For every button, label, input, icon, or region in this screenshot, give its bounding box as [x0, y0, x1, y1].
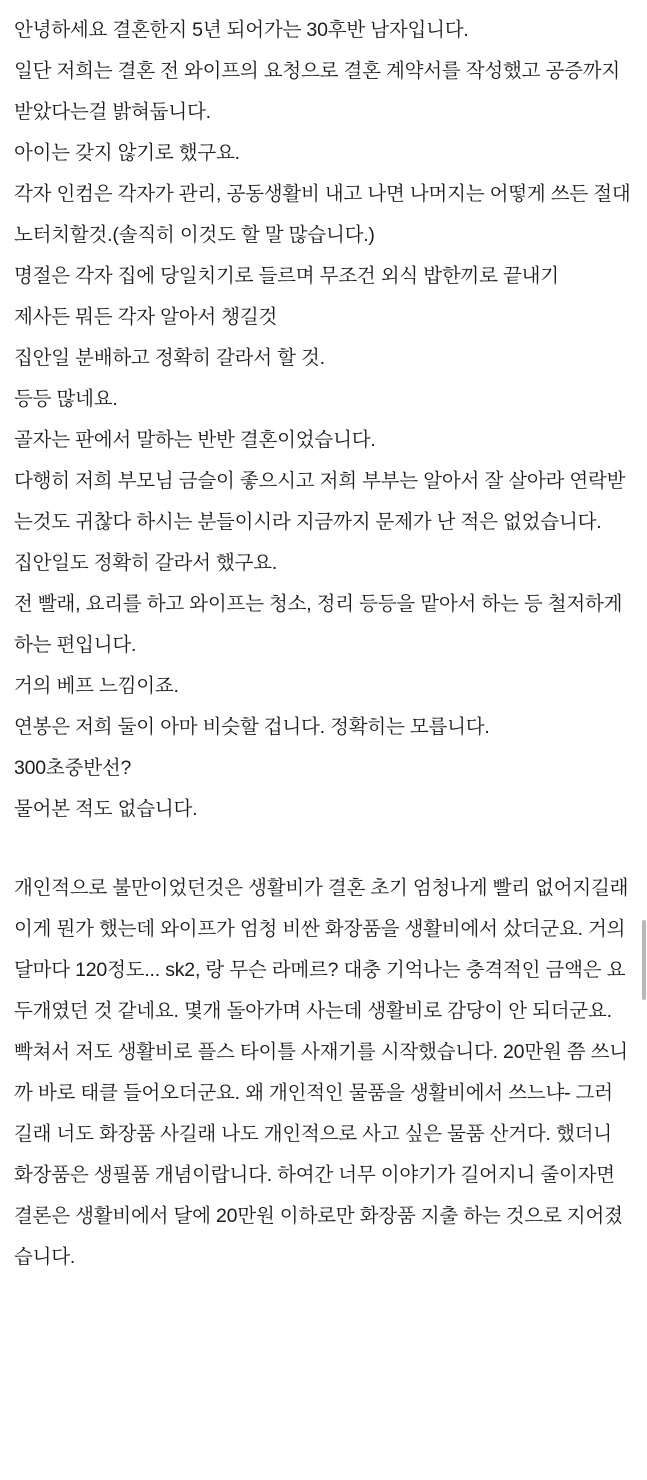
scrollbar[interactable]	[642, 0, 647, 1480]
paragraph: 골자는 판에서 말하는 반반 결혼이었습니다.	[14, 429, 376, 451]
paragraph: 개인적으로 불만이었던것은 생활비가 결혼 초기 엄청나게 빨리 없어지길래 이게 뭔가 했는데 와이프가 엄청 비싼 화장품을 생활비에서 샀더군요. 거의 달마다 120정도... sk2, 랑 무슨 라메르? 대충 기억나는 충격적인 금액은 요 두개였던 것 같네요. 몇개 돌아가며 사는데 생활비로 감당이 안 되더군요.	[14, 877, 629, 1022]
paragraph: 제사든 뭐든 각자 알아서 챙길것	[14, 306, 278, 328]
paragraph: 전 빨래, 요리를 하고 와이프는 청소, 정리 등등을 맡아서 하는 등 철저하게 하는 편입니다.	[14, 593, 623, 656]
paragraph: 집안일 분배하고 정확히 갈라서 할 것.	[14, 347, 325, 369]
paragraph: 물어본 적도 없습니다.	[14, 798, 198, 820]
paragraph: 명절은 각자 집에 당일치기로 들르며 무조건 외식 밥한끼로 끝내기	[14, 265, 559, 287]
paragraph: 다행히 저희 부모님 금슬이 좋으시고 저희 부부는 알아서 잘 살아라 연락받는것도 귀찮다 하시는 분들이시라 지금까지 문제가 난 적은 없었습니다.	[14, 470, 626, 533]
paragraph: 거의 베프 느낌이죠.	[14, 675, 179, 697]
paragraph: 아이는 갖지 않기로 했구요.	[14, 142, 240, 164]
paragraph: 집안일도 정확히 갈라서 했구요.	[14, 552, 278, 574]
paragraph: 각자 인컴은 각자가 관리, 공동생활비 내고 나면 나머지는 어떻게 쓰든 절대 노터치할것.(솔직히 이것도 할 말 많습니다.)	[14, 183, 631, 246]
scrollbar-thumb[interactable]	[642, 920, 646, 1000]
paragraph-break	[14, 830, 631, 868]
paragraph: 일단 저희는 결혼 전 와이프의 요청으로 결혼 계약서를 작성했고 공증까지 받았다는걸 밝혀둡니다.	[14, 60, 621, 123]
paragraph: 안녕하세요 결혼한지 5년 되어가는 30후반 남자입니다.	[14, 19, 469, 41]
paragraph: 연봉은 저희 둘이 아마 비슷할 겁니다. 정확히는 모릅니다.	[14, 716, 490, 738]
paragraph: 등등 많네요.	[14, 388, 118, 410]
paragraph: 300초중반선?	[14, 757, 132, 779]
paragraph: 빡쳐서 저도 생활비로 플스 타이틀 사재기를 시작했습니다. 20만원 쯤 쓰니까 바로 태클 들어오더군요. 왜 개인적인 물품을 생활비에서 쓰느냐- 그러길래 너도 화장품 사길래 나도 개인적으로 사고 싶은 물품 산거다. 했더니 화장품은 생필품 개념이랍니다. 하여간 너무 이야기가 길어지니 줄이자면 결론은 생활비에서 달에 20만원 이하로만 화장품 지출 하는 것으로 지어졌습니다.	[14, 1041, 628, 1268]
